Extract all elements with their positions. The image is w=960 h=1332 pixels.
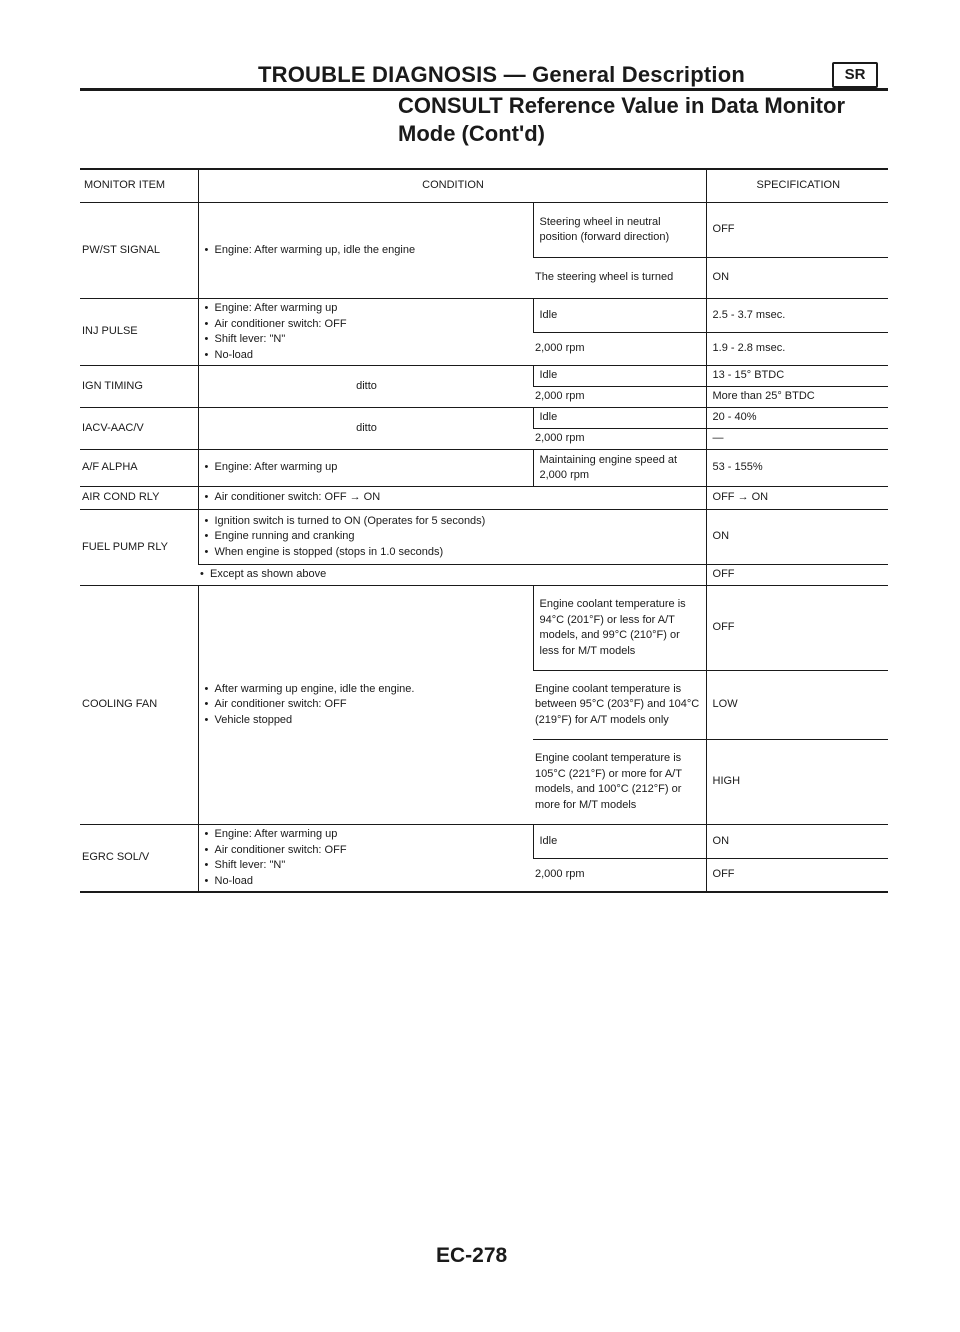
condition-bullet: • No-load	[205, 348, 529, 364]
section-subtitle: CONSULT Reference Value in Data Monitor Mode (Cont'd)	[398, 93, 846, 146]
specification-cell: OFF	[706, 203, 888, 258]
condition-bullet: • Engine running and cranking	[205, 529, 702, 545]
page-title: TROUBLE DIAGNOSIS — General Description	[258, 62, 745, 87]
specification-cell: More than 25° BTDC	[706, 387, 888, 408]
sub-condition-cell: 2,000 rpm	[533, 332, 706, 366]
condition-bullet: • Engine: After warming up, idle the engine	[205, 243, 529, 259]
condition-bullet: • Except as shown above	[200, 567, 702, 583]
sub-condition-cell: Engine coolant temperature is between 95°C (203°F) and 104°C (219°F) for A/T models only	[533, 671, 706, 740]
sub-condition-cell: Engine coolant temperature is 94°C (201°F) or less for A/T models, and 99°C (210°F) or less for M/T models	[533, 586, 706, 671]
condition-bullet: • No-load	[205, 874, 529, 890]
specification-cell: HIGH	[706, 740, 888, 825]
table-row	[80, 586, 888, 671]
header-rule	[80, 88, 888, 91]
table-row	[80, 366, 888, 387]
specification-cell: OFF	[706, 586, 888, 671]
condition-bullet: • Shift lever: "N"	[205, 332, 529, 348]
sub-condition-cell: Idle	[533, 366, 706, 387]
sub-condition-cell: 2,000 rpm	[533, 858, 706, 892]
monitor-item-cell: AIR COND RLY	[80, 487, 198, 510]
table-row	[80, 299, 888, 333]
monitor-item-cell: IACV-AAC/V	[80, 408, 198, 450]
specification-cell: 13 - 15° BTDC	[706, 366, 888, 387]
condition-bullet: • Air conditioner switch: OFF	[205, 843, 529, 859]
column-header-condition: CONDITION	[198, 170, 706, 203]
sub-condition-cell: Idle	[533, 299, 706, 333]
condition-cell	[198, 487, 706, 510]
monitor-item-cell: INJ PULSE	[80, 299, 198, 366]
specification-cell: ON	[706, 258, 888, 299]
reference-value-table	[80, 170, 888, 892]
specification-cell: ON	[706, 825, 888, 859]
sub-condition-cell: Idle	[533, 408, 706, 429]
table-row	[80, 408, 888, 429]
condition-bullet: • Air conditioner switch: OFF	[205, 317, 529, 333]
column-header-specification: SPECIFICATION	[706, 170, 888, 203]
condition-cell	[198, 825, 533, 892]
condition-bullet: • Air conditioner switch: OFF	[205, 697, 529, 713]
sub-condition-cell: 2,000 rpm	[533, 429, 706, 450]
condition-bullet: • Air conditioner switch: OFF → ON	[205, 490, 702, 506]
table-row	[80, 565, 888, 586]
condition-bullet: • Vehicle stopped	[205, 713, 529, 729]
monitor-item-cell: FUEL PUMP RLY	[80, 510, 198, 586]
sub-condition-cell: Idle	[533, 825, 706, 859]
specification-cell: —	[706, 429, 888, 450]
table-bottom-rule	[80, 891, 888, 893]
monitor-item-cell: PW/ST SIGNAL	[80, 203, 198, 299]
condition-bullet: • When engine is stopped (stops in 1.0 seconds)	[205, 545, 702, 561]
condition-cell	[198, 565, 706, 586]
condition-cell: ditto	[198, 408, 533, 450]
specification-cell: 53 - 155%	[706, 450, 888, 487]
page-number: EC-278	[436, 1244, 508, 1267]
condition-bullet: • Engine: After warming up	[205, 301, 529, 317]
condition-bullet: • Ignition switch is turned to ON (Operates for 5 seconds)	[205, 514, 702, 530]
condition-bullet: • Engine: After warming up	[205, 827, 529, 843]
table-row	[80, 487, 888, 510]
table-row	[80, 825, 888, 859]
specification-cell: OFF → ON	[706, 487, 888, 510]
table-row	[80, 203, 888, 258]
sub-condition-cell: 2,000 rpm	[533, 387, 706, 408]
condition-cell	[198, 450, 533, 487]
sub-condition-cell: The steering wheel is turned	[533, 258, 706, 299]
condition-cell	[198, 203, 533, 299]
sub-condition-cell: Steering wheel in neutral position (forward direction)	[533, 203, 706, 258]
condition-cell	[198, 299, 533, 366]
specification-cell: OFF	[706, 565, 888, 586]
condition-cell	[198, 586, 533, 825]
table-row	[80, 510, 888, 565]
sub-condition-cell: Maintaining engine speed at 2,000 rpm	[533, 450, 706, 487]
condition-bullet: • After warming up engine, idle the engine.	[205, 682, 529, 698]
specification-cell: OFF	[706, 858, 888, 892]
condition-bullet: • Shift lever: "N"	[205, 858, 529, 874]
monitor-item-cell: IGN TIMING	[80, 366, 198, 408]
table-row	[80, 450, 888, 487]
condition-bullet: • Engine: After warming up	[205, 460, 529, 476]
specification-cell: 1.9 - 2.8 msec.	[706, 332, 888, 366]
specification-cell: ON	[706, 510, 888, 565]
sub-condition-cell: Engine coolant temperature is 105°C (221°F) or more for A/T models, and 100°C (212°F) or more for M/T models	[533, 740, 706, 825]
table-header-row	[80, 170, 888, 203]
condition-cell	[198, 510, 706, 565]
monitor-item-cell: COOLING FAN	[80, 586, 198, 825]
section-badge: SR	[832, 62, 878, 88]
specification-cell: 2.5 - 3.7 msec.	[706, 299, 888, 333]
monitor-item-cell: A/F ALPHA	[80, 450, 198, 487]
specification-cell: LOW	[706, 671, 888, 740]
specification-cell: 20 - 40%	[706, 408, 888, 429]
condition-cell: ditto	[198, 366, 533, 408]
column-header-monitor-item: MONITOR ITEM	[80, 170, 198, 203]
monitor-item-cell: EGRC SOL/V	[80, 825, 198, 892]
